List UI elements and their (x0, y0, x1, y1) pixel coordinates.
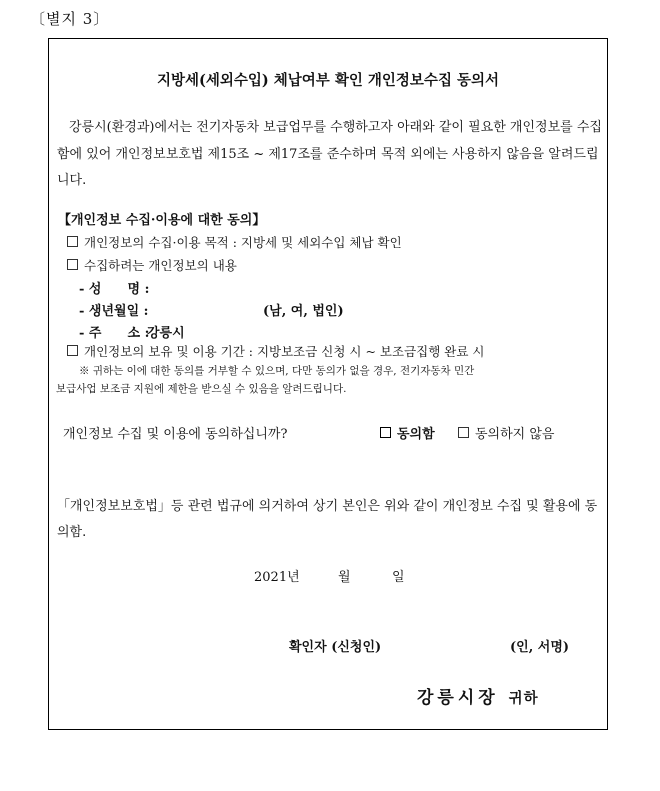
annex-label: 〔별지 3〕 (30, 10, 110, 28)
intro-paragraph: 강릉시(환경과)에서는 전기자동차 보급업무를 수행하고자 아래와 같이 필요한 개인정보를 수집함에 있어 개인정보보호법 제15조 ~ 제17조를 준수하며 목적 외에는 사용하지 않음을 알려드립니다. (57, 120, 602, 188)
name-label: - 성 명 : (79, 282, 150, 297)
purpose-text: 개인정보의 수집·이용 목적 : 지방세 및 세외수입 체납 확인 (84, 235, 402, 250)
date-month: 월 (338, 570, 351, 585)
recipient (417, 683, 539, 708)
recipient-honorific: 귀하 (508, 690, 539, 707)
notice-line-2: 보급사업 보조금 지원에 제한을 받으실 수 있음을 알려드립니다. (56, 383, 347, 395)
retention-text: 개인정보의 보유 및 이용 기간 : 지방보조금 신청 시 ~ 보조금집행 완료 시 (84, 344, 485, 359)
agree-checkbox[interactable] (380, 427, 391, 438)
birth-options: (남, 여, 법인) (263, 304, 344, 319)
checkbox-icon (67, 345, 78, 356)
signature-label: (인, 서명) (510, 640, 570, 655)
agree-option[interactable] (380, 423, 435, 442)
date-day: 일 (392, 570, 405, 585)
consent-statement: 「개인정보보호법」등 관련 법규에 의거하여 상기 본인은 위와 같이 개인정보 수집 및 활용에 동의함. (57, 499, 598, 540)
disagree-option[interactable] (458, 423, 554, 442)
notice-line-1: ※ 귀하는 이에 대한 동의를 거부할 수 있으며, 다만 동의가 없을 경우, 전기자동차 민간 (79, 365, 475, 377)
section-header: 【개인정보 수집·이용에 대한 동의】 (58, 213, 266, 228)
purpose-item (67, 233, 402, 251)
content-item (67, 256, 237, 274)
agree-label: 동의함 (397, 427, 435, 442)
content-header-text: 수집하려는 개인정보의 내용 (84, 258, 237, 273)
address-value: 강릉시 (147, 326, 185, 341)
disagree-checkbox[interactable] (458, 427, 469, 438)
address-label: - 주 소 : (79, 326, 150, 341)
birth-label: - 생년월일 : (79, 304, 149, 319)
consent-form (48, 38, 608, 730)
confirmer-label: 확인자 (신청인) (289, 640, 382, 655)
date-year: 2021년 (254, 570, 300, 585)
checkbox-icon (67, 236, 78, 247)
form-title: 지방세(세외수입) 체납여부 확인 개인정보수집 동의서 (156, 72, 500, 89)
recipient-name: 강릉시장 (417, 688, 499, 708)
consent-question: 개인정보 수집 및 이용에 동의하십니까? (63, 427, 288, 442)
checkbox-icon (67, 259, 78, 270)
disagree-label: 동의하지 않음 (475, 427, 555, 442)
retention-item (67, 342, 484, 360)
